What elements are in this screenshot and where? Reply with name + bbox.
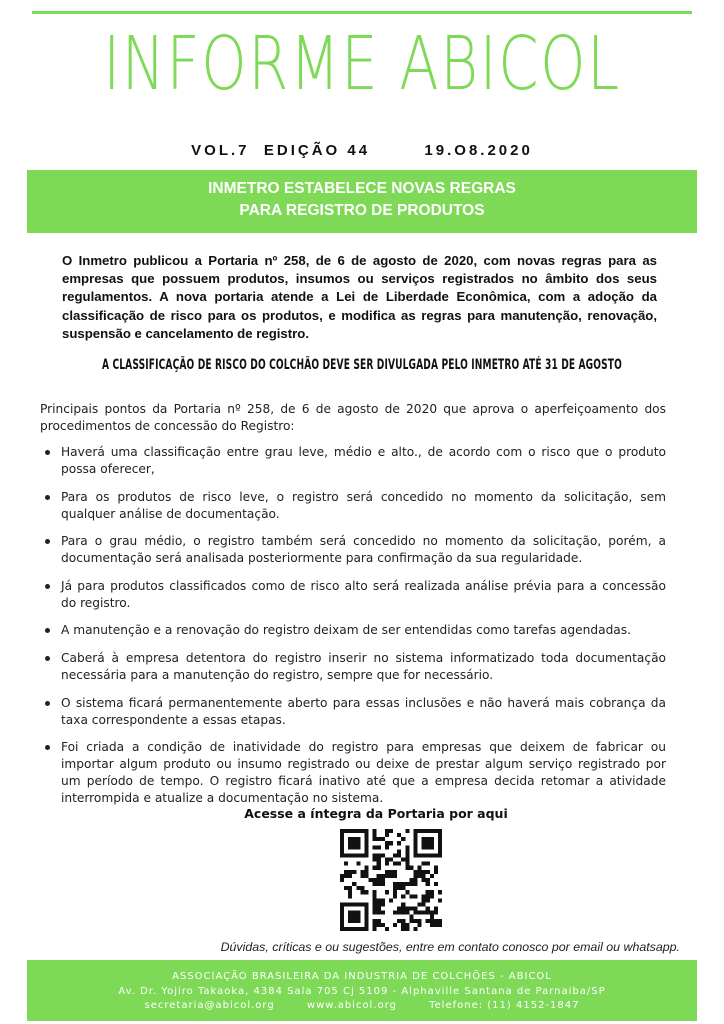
list-item-text: Foi criada a condição de inatividade do registro para empresas que deixem de fabricar ou importar algum produto ou insumo registrado ou deixe de prestar algum serviço registrado por um período de tempo. O registro ficará inativo até que a empresa decida retomar a atividade interrompida e atualize a documentação no sistema.: [61, 740, 666, 806]
list-item: [40, 739, 666, 807]
lead-paragraph: O Inmetro publicou a Portaria nº 258, de 6 de agosto de 2020, com novas regras para as empresas que possuem produtos, insumos ou serviços registrados no âmbito dos seus regulamentos. A nova portaria atende a Lei de Liberdade Econômica, com a adoção da classificação de risco para os produtos, e modifica as regras para manutenção, renovação, suspensão e cancelamento de registro.: [62, 253, 657, 341]
bullet-icon: [45, 745, 50, 750]
bullet-icon: [45, 584, 50, 589]
bullet-icon: [45, 628, 50, 633]
bullet-icon: [45, 701, 50, 706]
issue-date: 19.O8.2020: [424, 142, 533, 159]
bullet-icon: [45, 539, 50, 544]
list-item-text: Para os produtos de risco leve, o registro será concedido no momento da solicitação, sem qualquer análise de documentação.: [61, 489, 666, 521]
list-item: [40, 444, 666, 478]
headline-banner: [27, 170, 697, 233]
masthead-title: INFORME ABICOL: [103, 21, 621, 107]
list-item: [40, 622, 666, 639]
footer-address: Av. Dr. Yojiro Takaoka, 4384 Sala 705 Cj 5109 - Alphaville Santana de Parnaiba/SP: [118, 985, 606, 997]
list-item-text: Já para produtos classificados como de risco alto será realizada análise prévia para a concessão do registro.: [61, 578, 666, 610]
list-item: [40, 533, 666, 567]
list-item: [40, 695, 666, 729]
list-item: [40, 578, 666, 612]
footer-org: ASSOCIAÇÃO BRASILEIRA DA INDUSTRIA DE COLCHÕES - ABICOL: [172, 971, 552, 982]
footer-email[interactable]: secretaria@abicol.org: [144, 1000, 275, 1011]
footer-phone: Telefone: (11) 4152-1847: [429, 1000, 580, 1011]
top-divider: [32, 11, 692, 14]
list-item-text: Haverá uma classificação entre grau leve, médio e alto., de acordo com o risco que o produto possa oferecer,: [61, 445, 666, 476]
list-item-text: O sistema ficará permanentemente aberto para essas inclusões e não haverá mais cobrança da taxa correspondente a essas etapas.: [61, 695, 666, 727]
list-item-text: Caberá à empresa detentora do registro inserir no sistema informatizado toda documentação necessária para a manutenção do registro, sempre que for necessário.: [61, 650, 666, 682]
headline-line-2: PARA REGISTRO DE PRODUTOS: [239, 202, 485, 219]
list-item-text: A manutenção e a renovação do registro deixam de ser entendidas como tarefas agendadas.: [61, 623, 632, 638]
contact-note: Dúvidas, críticas e ou sugestões, entre em contato conosco por email ou whatsapp.: [220, 940, 680, 954]
portaria-link-text[interactable]: Acesse a íntegra da Portaria por aqui: [244, 806, 508, 821]
issue-volume: VOL.7: [191, 142, 250, 159]
list-item-text: Para o grau médio, o registro também será concedido no momento da solicitação, porém, a documentação será analisada posteriormente para confirmação da sua regularidade.: [61, 534, 666, 566]
bullet-icon: [45, 495, 50, 500]
qr-code-icon[interactable]: [340, 829, 442, 931]
list-item: [40, 650, 666, 684]
key-points-list: [40, 444, 666, 818]
intro-paragraph: Principais pontos da Portaria nº 258, de 6 de agosto de 2020 que aprova o aperfeiçoamento dos procedimentos de concessão do Registro:: [40, 402, 666, 433]
issue-edition: EDIÇÃO 44: [263, 142, 371, 159]
subheading: A CLASSIFICAÇÃO DE RISCO DO COLCHÃO DEVE SER DIVULGADA PELO INMETRO ATÉ 31 DE AGOSTO: [102, 357, 622, 373]
bullet-icon: [45, 656, 50, 661]
footer-website[interactable]: www.abicol.org: [306, 1000, 397, 1011]
bullet-icon: [45, 450, 50, 455]
issue-info: [0, 142, 724, 159]
footer: [27, 960, 697, 1021]
footer-contacts: [27, 999, 697, 1014]
headline-line-1: INMETRO ESTABELECE NOVAS REGRAS: [208, 180, 516, 197]
list-item: [40, 489, 666, 523]
